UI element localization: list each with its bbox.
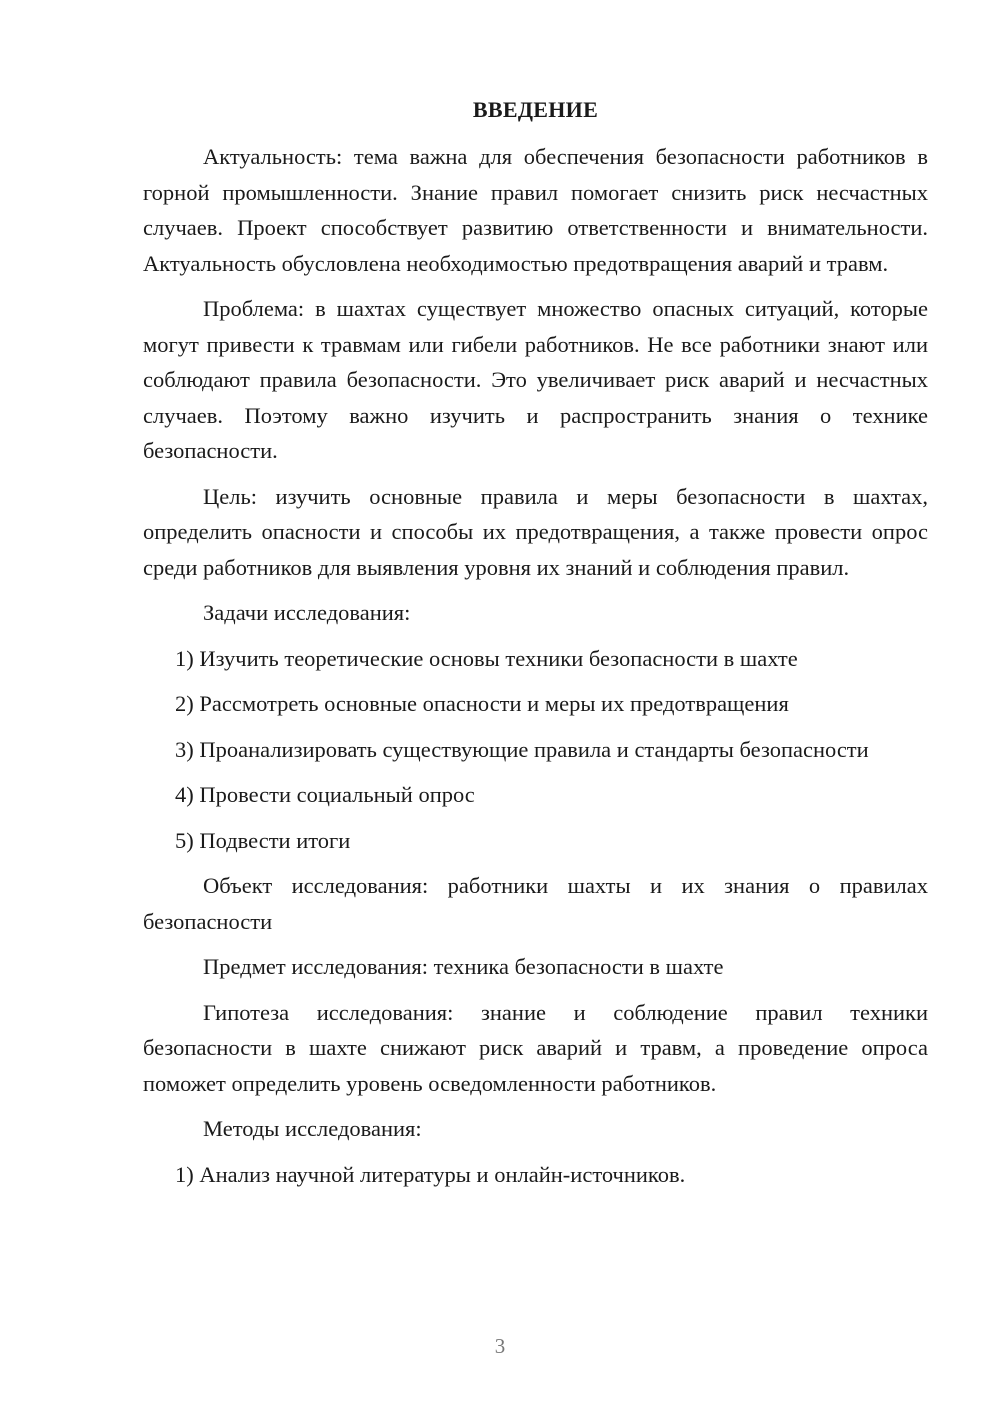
paragraph-problem: Проблема: в шахтах существует множество опасных ситуаций, которые могут привести к травмам или гибели работников. Не все работники знают или соблюдают правила безопасности. Это увеличивает риск аварий и несчастных случаев. Поэтому важно изучить и распространить знания о технике безопасности. <box>143 296 928 463</box>
paragraph-goal: Цель: изучить основные правила и меры безопасности в шахтах, определить опасности и способы их предотвращения, а также провести опрос среди работников для выявления уровня их знаний и соблюдения правил. <box>143 483 928 580</box>
method-item-1: 1) Анализ научной литературы и онлайн-источников. <box>175 1161 686 1187</box>
paragraph-object: Объект исследования: работники шахты и их знания о правилах безопасности <box>143 873 928 934</box>
page-number: 3 <box>494 1334 506 1358</box>
methods-heading: Методы исследования: <box>203 1116 422 1141</box>
page-title: ВВЕДЕНИЕ <box>472 97 599 122</box>
paragraph-subject: Предмет исследования: техника безопасности в шахте <box>203 954 724 979</box>
task-item-3: 3) Проанализировать существующие правила и стандарты безопасности <box>175 736 869 762</box>
task-item-4: 4) Провести социальный опрос <box>175 782 475 807</box>
paragraph-relevance: Актуальность: тема важна для обеспечения безопасности работников в горной промышленности. Знание правил помогает снизить риск несчастных случаев. Проект способствует развитию ответственности и внимательности. Актуальность обусловлена необходимостью предотвращения аварий и травм. <box>143 144 928 276</box>
task-item-1: 1) Изучить теоретические основы техники безопасности в шахте <box>175 645 798 671</box>
tasks-heading: Задачи исследования: <box>203 600 411 625</box>
task-item-5: 5) Подвести итоги <box>175 827 351 853</box>
task-item-2: 2) Рассмотреть основные опасности и меры их предотвращения <box>175 691 789 716</box>
page-content <box>143 95 928 1202</box>
paragraph-hypothesis: Гипотеза исследования: знание и соблюдение правил техники безопасности в шахте снижают риск аварий и травм, а проведение опроса поможет определить уровень осведомленности работников. <box>143 999 928 1096</box>
